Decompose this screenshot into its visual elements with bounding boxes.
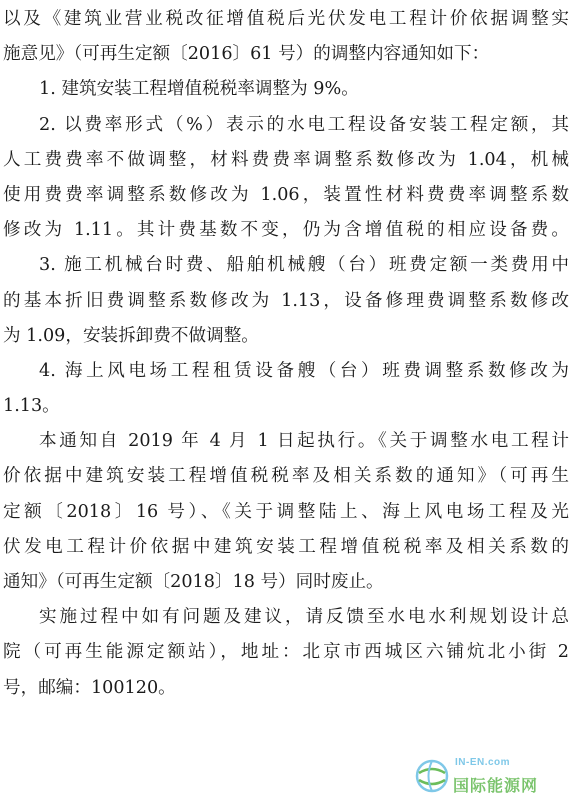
paragraph-feedback: 实施过程中如有问题及建议，请反馈至水电水利规划设计总 xyxy=(39,607,569,628)
text-line: 伏发电工程计价依据中建筑安装工程增值税税率及相关系数的 xyxy=(3,536,569,557)
list-item-4: 4. 海上风电场工程租赁设备艘（台）班费调整系数修改为 xyxy=(39,360,569,381)
text-line: 价依据中建筑安装工程增值税税率及相关系数的通知》（可再生 xyxy=(3,466,569,487)
watermark-domain: IN-EN.com xyxy=(455,757,511,768)
text-line: 1.13。 xyxy=(3,396,60,417)
text-line: 以及《建筑业营业税改征增值税后光伏发电工程计价依据调整实 xyxy=(3,9,569,29)
text-line: 使用费费率调整系数修改为 1.06，装置性材料费费率调整系数 xyxy=(3,184,569,205)
text-line: 修改为 1.11。其计费基数不变，仍为含增值税的相应设备费。 xyxy=(3,220,569,241)
watermark-brand: 国际能源网 xyxy=(453,776,539,795)
list-item-3: 3. 施工机械台时费、船舶机械艘（台）班费定额一类费用中 xyxy=(39,255,569,276)
text-line: 的基本折旧费调整系数修改为 1.13，设备修理费调整系数修改 xyxy=(3,290,569,311)
text-line: 定额〔2018〕16 号）、《关于调整陆上、海上风电场工程及光 xyxy=(3,501,569,522)
text-line: 人工费费率不做调整，材料费费率调整系数修改为 1.04，机械 xyxy=(3,149,569,170)
text-line: 施意见》（可再生定额〔2016〕61 号）的调整内容通知如下： xyxy=(3,44,490,65)
watermark xyxy=(415,755,565,799)
list-item-2: 2. 以费率形式（%）表示的水电工程设备安装工程定额，其 xyxy=(39,114,569,135)
paragraph-effective: 本通知自 2019 年 4 月 1 日起执行。《关于调整水电工程计 xyxy=(39,431,569,452)
document-body xyxy=(3,2,569,706)
globe-logo-icon xyxy=(415,759,449,793)
text-line: 为 1.09，安装拆卸费不做调整。 xyxy=(3,325,259,346)
text-line: 通知》（可再生定额〔2018〕18 号）同时废止。 xyxy=(3,572,384,592)
text-line: 院（可再生能源定额站），地址：北京市西城区六铺炕北小街 2 xyxy=(3,642,569,663)
text-line: 号，邮编：100120。 xyxy=(3,677,176,698)
list-item-1: 1. 建筑安装工程增值税税率调整为 9%。 xyxy=(39,79,359,100)
